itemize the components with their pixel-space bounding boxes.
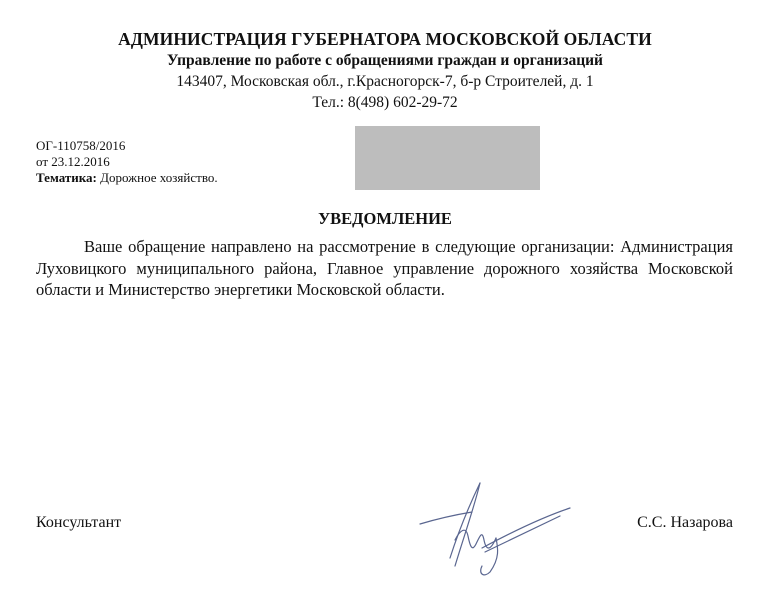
document-title: УВЕДОМЛЕНИЕ <box>318 209 452 228</box>
notification-body: Ваше обращение направлено на рассмотрение в следующие организации: Администрация Луховицкого муниципального района, Главное управление дорожного хозяйства Московской области и Министерство энергетики Московской области. <box>36 237 733 300</box>
letterhead <box>0 28 762 113</box>
topic-label: Тематика: <box>36 170 97 185</box>
department-name: Управление по работе с обращениями граждан и организаций <box>167 52 603 69</box>
topic-value: Дорожное хозяйство. <box>100 170 218 185</box>
signatory-role: Консультант <box>36 514 122 531</box>
reference-number: ОГ-110758/2016 <box>36 138 126 153</box>
handwritten-signature <box>410 478 580 578</box>
document-date: от 23.12.2016 <box>36 154 110 169</box>
document-meta <box>36 138 218 186</box>
phone: Тел.: 8(498) 602-29-72 <box>312 94 458 111</box>
organization-name: АДМИНИСТРАЦИЯ ГУБЕРНАТОРА МОСКОВСКОЙ ОБЛАСТИ <box>118 29 652 49</box>
signatory-name: С.С. Назарова <box>637 514 733 531</box>
topic-line <box>36 170 218 186</box>
redacted-block <box>355 126 540 190</box>
address: 143407, Московская обл., г.Красногорск-7, б-р Строителей, д. 1 <box>176 73 594 90</box>
